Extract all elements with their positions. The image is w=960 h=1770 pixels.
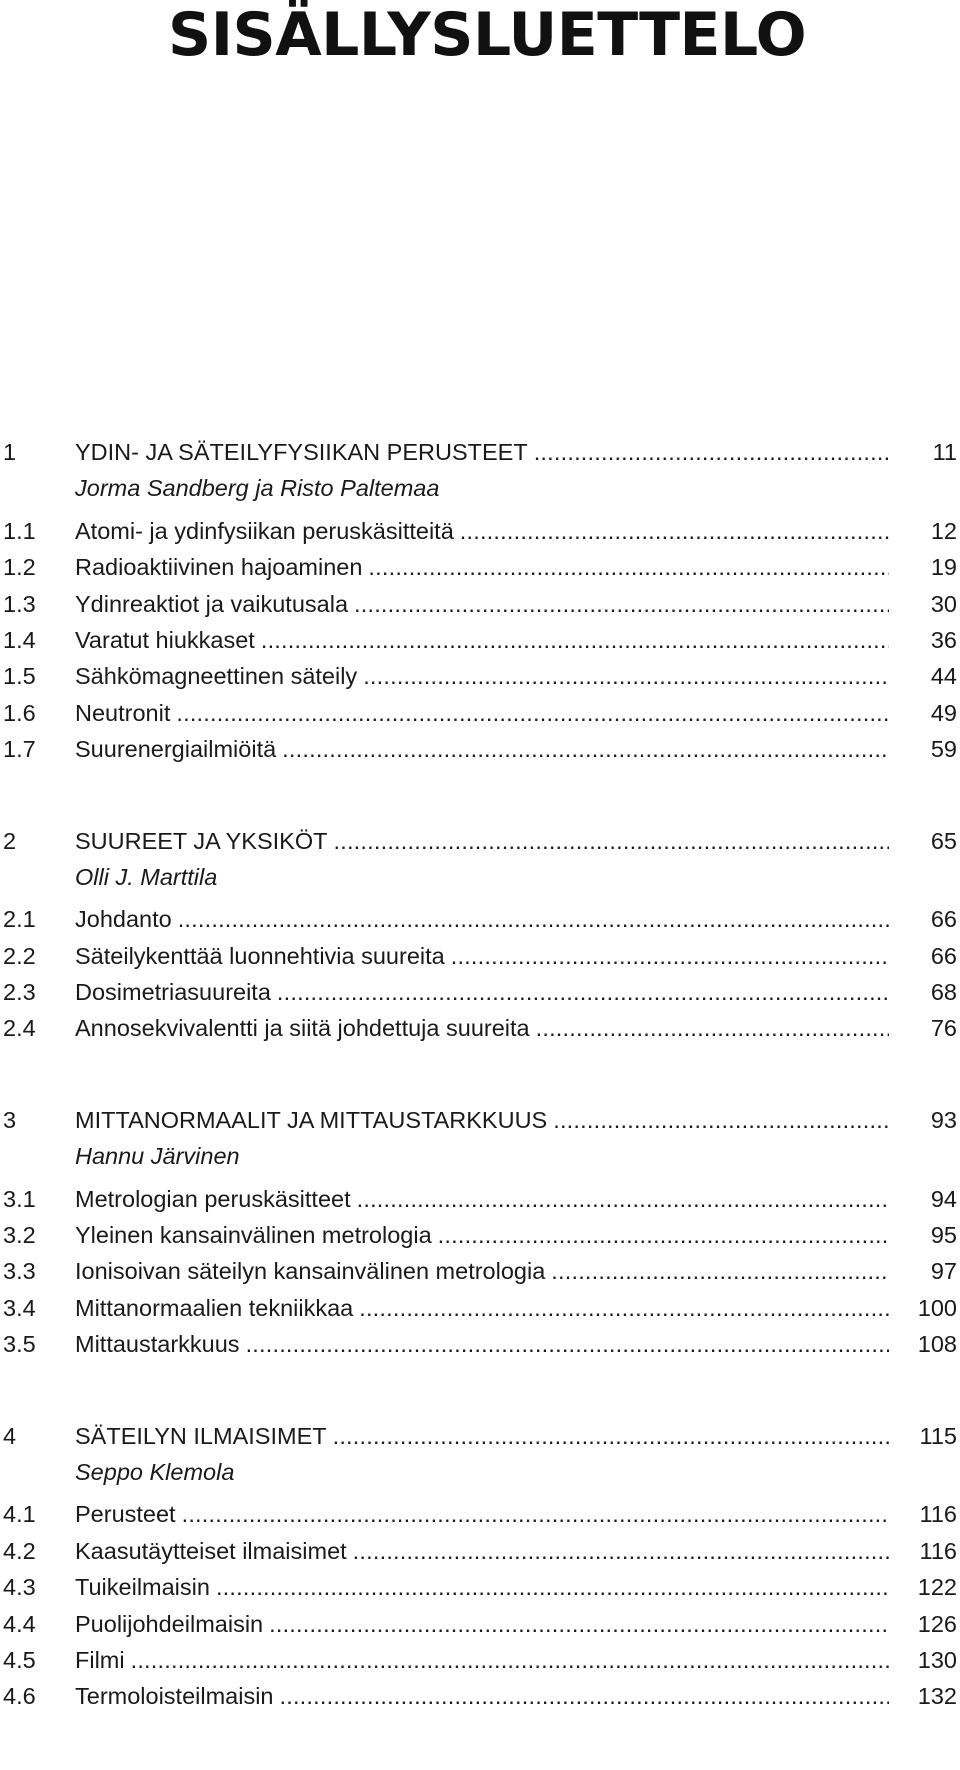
section-entry[interactable] — [0, 1253, 960, 1289]
section-page-number: 59 — [930, 736, 957, 763]
section-title: Suurenergiailmiöitä — [75, 736, 277, 763]
chapter-author: Hannu Järvinen — [75, 1143, 240, 1170]
section-page-number: 30 — [930, 590, 957, 617]
section-entry[interactable] — [0, 695, 960, 731]
chapter-entry[interactable] — [0, 434, 960, 470]
section-title: Mittanormaalien tekniikkaa — [75, 1294, 354, 1321]
section-number: 4.4 — [3, 1610, 36, 1637]
section-title: Puolijohdeilmaisin — [75, 1610, 264, 1637]
section-number: 2.1 — [3, 906, 36, 933]
section-title: Varatut hiukkaset — [75, 626, 255, 653]
section-entry[interactable] — [0, 1290, 960, 1326]
section-page-number: 12 — [930, 517, 957, 544]
section-entry[interactable] — [0, 549, 960, 585]
section-title: Neutronit — [75, 699, 171, 726]
section-page-number: 36 — [930, 626, 957, 653]
section-title: Filmi — [75, 1646, 125, 1673]
chapter-page-number: 11 — [932, 439, 957, 465]
chapter-author: Jorma Sandberg ja Risto Paltemaa — [75, 475, 440, 502]
section-title: Mittaustarkkuus — [75, 1331, 240, 1358]
dot-leader — [269, 1606, 889, 1642]
section-entry[interactable] — [0, 938, 960, 974]
dot-leader — [131, 1642, 889, 1678]
dot-leader — [246, 1326, 889, 1362]
section-entry[interactable] — [0, 1678, 960, 1714]
section-entry[interactable] — [0, 1569, 960, 1605]
section-page-number: 130 — [917, 1646, 957, 1673]
chapter-page-number: 93 — [930, 1106, 957, 1133]
chapter-number: 4 — [3, 1422, 17, 1449]
chapter-entry[interactable] — [0, 1418, 960, 1454]
dot-leader — [216, 1569, 889, 1605]
section-entry[interactable] — [0, 974, 960, 1010]
section-number: 4.5 — [3, 1646, 36, 1673]
section-number: 2.2 — [3, 942, 36, 969]
section-entry[interactable] — [0, 731, 960, 767]
dot-leader — [182, 1496, 889, 1532]
section-title: Johdanto — [75, 906, 172, 933]
dot-leader — [334, 823, 890, 859]
section-entry[interactable] — [0, 513, 960, 549]
dot-leader — [438, 1217, 889, 1253]
chapter-number: 3 — [3, 1106, 17, 1133]
section-entry[interactable] — [0, 622, 960, 658]
section-list — [0, 1496, 960, 1714]
chapter-number: 1 — [3, 439, 17, 465]
chapter-title: SÄTEILYN ILMAISIMET — [75, 1422, 327, 1449]
author-row — [0, 1454, 960, 1490]
dot-leader — [536, 1010, 889, 1046]
section-number: 1.2 — [3, 554, 36, 581]
section-number: 4.6 — [3, 1683, 36, 1710]
chapter-page-number: 65 — [930, 827, 957, 854]
section-number: 1.4 — [3, 626, 36, 653]
section-page-number: 49 — [930, 699, 957, 726]
section-page-number: 97 — [930, 1258, 957, 1285]
chapter-block — [0, 823, 960, 1047]
dot-leader — [280, 1678, 890, 1714]
section-page-number: 100 — [917, 1294, 957, 1321]
section-page-number: 116 — [919, 1537, 957, 1564]
section-page-number: 95 — [930, 1222, 957, 1249]
section-title: Annosekvivalentti ja siitä johdettuja suureita — [75, 1015, 530, 1042]
section-page-number: 68 — [930, 979, 957, 1006]
section-number: 2.4 — [3, 1015, 36, 1042]
dot-leader — [176, 695, 889, 731]
section-number: 1.7 — [3, 736, 36, 763]
section-entry[interactable] — [0, 1606, 960, 1642]
dot-leader — [359, 1290, 889, 1326]
chapter-page-number: 115 — [919, 1422, 957, 1449]
table-of-contents — [0, 434, 960, 1770]
section-title: Atomi- ja ydinfysiikan peruskäsitteitä — [75, 517, 454, 544]
chapter-entry[interactable] — [0, 823, 960, 859]
section-title: Dosimetriasuureita — [75, 979, 271, 1006]
section-title: Metrologian peruskäsitteet — [75, 1185, 351, 1212]
section-number: 1.5 — [3, 663, 36, 690]
section-entry[interactable] — [0, 658, 960, 694]
dot-leader — [277, 974, 889, 1010]
section-entry[interactable] — [0, 1217, 960, 1253]
section-page-number: 94 — [930, 1185, 957, 1212]
author-row — [0, 859, 960, 895]
section-page-number: 66 — [930, 942, 957, 969]
author-row — [0, 470, 960, 506]
section-page-number: 19 — [930, 554, 957, 581]
section-title: Termoloisteilmaisin — [75, 1683, 274, 1710]
section-title: Ionisoivan säteilyn kansainvälinen metrologia — [75, 1258, 546, 1285]
section-number: 1.3 — [3, 590, 36, 617]
section-title: Yleinen kansainvälinen metrologia — [75, 1222, 432, 1249]
section-page-number: 126 — [917, 1610, 957, 1637]
chapter-block — [0, 1102, 960, 1363]
dot-leader — [354, 586, 889, 622]
dot-leader — [282, 731, 889, 767]
page-title: SISÄLLYSLUETTELO — [168, 0, 807, 70]
section-entry[interactable] — [0, 1326, 960, 1362]
dot-leader — [357, 1181, 889, 1217]
section-number: 4.3 — [3, 1574, 36, 1601]
section-list — [0, 1181, 960, 1363]
chapter-number: 2 — [3, 827, 17, 854]
dot-leader — [551, 1253, 889, 1289]
section-entry[interactable] — [0, 1010, 960, 1046]
section-page-number: 116 — [919, 1501, 957, 1528]
dot-leader — [534, 434, 889, 470]
dot-leader — [368, 549, 889, 585]
dot-leader — [460, 513, 889, 549]
chapter-title: YDIN- JA SÄTEILYFYSIIKAN PERUSTEET — [75, 439, 528, 465]
section-entry[interactable] — [0, 901, 960, 937]
section-entry[interactable] — [0, 1533, 960, 1569]
section-page-number: 66 — [930, 906, 957, 933]
section-list — [0, 901, 960, 1047]
section-title: Sähkömagneettinen säteily — [75, 663, 358, 690]
section-title: Radioaktiivinen hajoaminen — [75, 554, 363, 581]
section-page-number: 132 — [917, 1683, 957, 1710]
dot-leader — [553, 1102, 889, 1138]
chapter-entry[interactable] — [0, 1102, 960, 1138]
section-number: 3.2 — [3, 1222, 36, 1249]
section-number: 4.1 — [3, 1501, 36, 1528]
section-title: Tuikeilmaisin — [75, 1574, 210, 1601]
section-list — [0, 513, 960, 768]
section-number: 4.2 — [3, 1537, 36, 1564]
section-page-number: 44 — [930, 663, 957, 690]
section-page-number: 122 — [917, 1574, 957, 1601]
chapter-author: Olli J. Marttila — [75, 863, 218, 890]
section-number: 1.6 — [3, 699, 36, 726]
section-title: Säteilykenttää luonnehtivia suureita — [75, 942, 445, 969]
dot-leader — [261, 622, 889, 658]
chapter-title: MITTANORMAALIT JA MITTAUSTARKKUUS — [75, 1106, 548, 1133]
dot-leader — [451, 938, 889, 974]
section-entry[interactable] — [0, 1496, 960, 1532]
chapter-block — [0, 434, 960, 768]
chapter-author: Seppo Klemola — [75, 1458, 235, 1485]
chapter-title: SUUREET JA YKSIKÖT — [75, 827, 328, 854]
dot-leader — [353, 1533, 889, 1569]
section-number: 3.4 — [3, 1294, 36, 1321]
section-entry[interactable] — [0, 586, 960, 622]
section-number: 3.1 — [3, 1185, 36, 1212]
section-number: 3.3 — [3, 1258, 36, 1285]
dot-leader — [363, 658, 889, 694]
chapter-block — [0, 1418, 960, 1715]
author-row — [0, 1138, 960, 1174]
section-title: Perusteet — [75, 1501, 176, 1528]
section-title: Kaasutäytteiset ilmaisimet — [75, 1537, 347, 1564]
section-page-number: 76 — [930, 1015, 957, 1042]
section-title: Ydinreaktiot ja vaikutusala — [75, 590, 349, 617]
section-entry[interactable] — [0, 1181, 960, 1217]
section-entry[interactable] — [0, 1642, 960, 1678]
dot-leader — [333, 1418, 889, 1454]
section-number: 1.1 — [3, 517, 36, 544]
section-number: 3.5 — [3, 1331, 36, 1358]
dot-leader — [178, 901, 889, 937]
section-number: 2.3 — [3, 979, 36, 1006]
section-page-number: 108 — [917, 1331, 957, 1358]
